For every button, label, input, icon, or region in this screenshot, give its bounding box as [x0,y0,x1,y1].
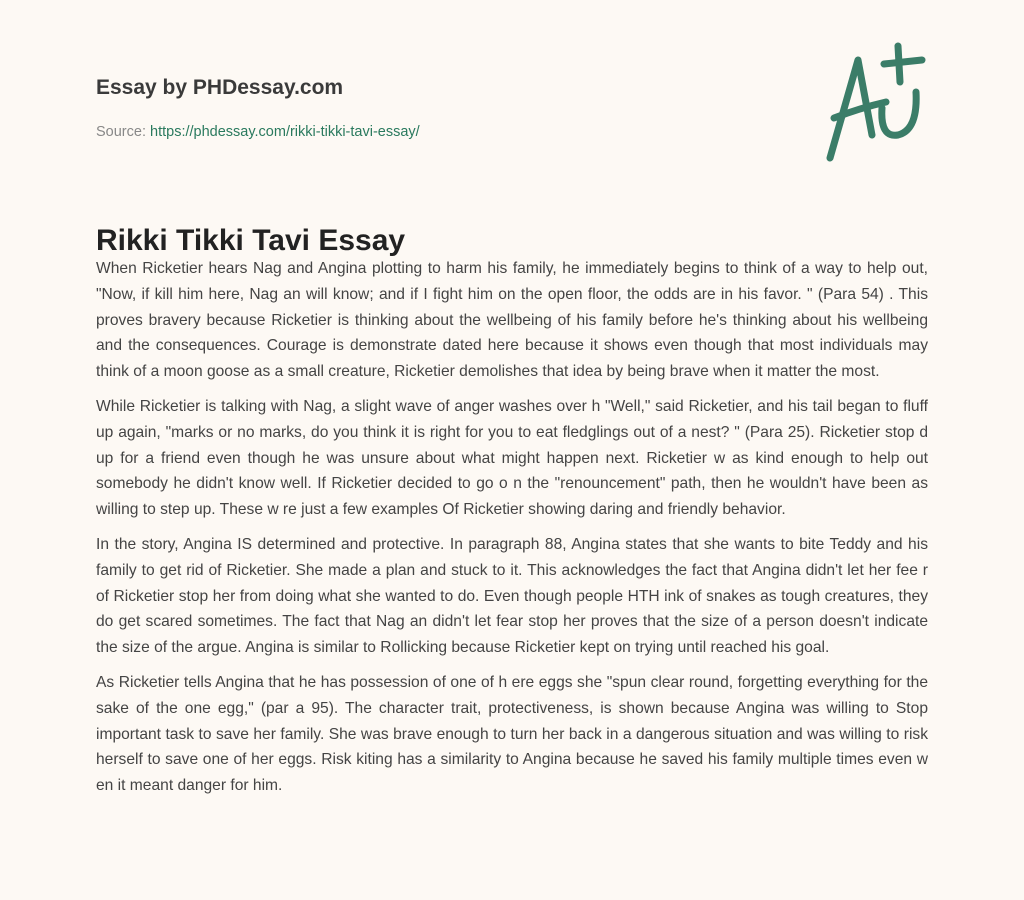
essay-body [96,256,928,808]
a-plus-logo-icon [820,40,930,165]
source-link[interactable]: https://phdessay.com/rikki-tikki-tavi-essay/ [150,124,420,140]
source-label: Source: [96,124,146,140]
essay-paragraph: While Ricketier is talking with Nag, a slight wave of anger washes over h "Well," said Ricketier, and his tail began to fluff up again, "marks or no marks, do you think it is right for you to eat fledglings out of a nest? " (Para 25). Ricketier stop d up for a friend even though he was unsure about what might happen next. Ricketier w as kind enough to help out somebody he didn't know well. If Ricketier decided to go o n the "renouncement" path, then he wouldn't have been as willing to step up. These w re just a few examples Of Ricketier showing daring and friendly behavior. [96,397,928,519]
essay-title: Rikki Tikki Tavi Essay [96,224,406,257]
essay-paragraph: When Ricketier hears Nag and Angina plotting to harm his family, he immediately begins to think of a way to help out, "Now, if kill him here, Nag an will know; and if I fight him on the open floor, the odds are in his favor. " (Para 54) . This proves bravery because Ricketier is thinking about the wellbeing of his family before he's thinking about his wellbeing and the consequences. Courage is demonstrate dated here because it shows even though that most individuals may think of a moon goose as a small creature, Ricketier demolishes that idea by being brave when it matter the most. [96,260,928,381]
source-line [96,124,420,140]
site-title: Essay by PHDessay.com [96,76,344,99]
essay-paragraph: As Ricketier tells Angina that he has possession of one of h ere eggs she "spun clear round, forgetting everything for the sake of the one egg," (par a 95). The character trait, protectiveness, is shown because Angina was willing to Stop important task to save her family. She was brave enough to turn her back in a dangerous situation and was willing to risk herself to save one of her eggs. Risk kiting has a similarity to Angina because he saved his family multiple times even w en it meant danger for him. [96,673,928,795]
essay-paragraph: In the story, Angina IS determined and protective. In paragraph 88, Angina states that she wants to bite Teddy and his family to get rid of Ricketier. She made a plan and stuck to it. This acknowledges the fact that Angina didn't let her fee r of Ricketier stop her from doing what she wanted to do. Even though people HTH ink of snakes as tough creatures, they do get scared sometimes. The fact that Nag an didn't let fear stop her proves that the size of a person doesn't indicate the size of the argue. Angina is similar to Rollicking because Ricketier kept on trying until reached his goal. [96,535,928,657]
